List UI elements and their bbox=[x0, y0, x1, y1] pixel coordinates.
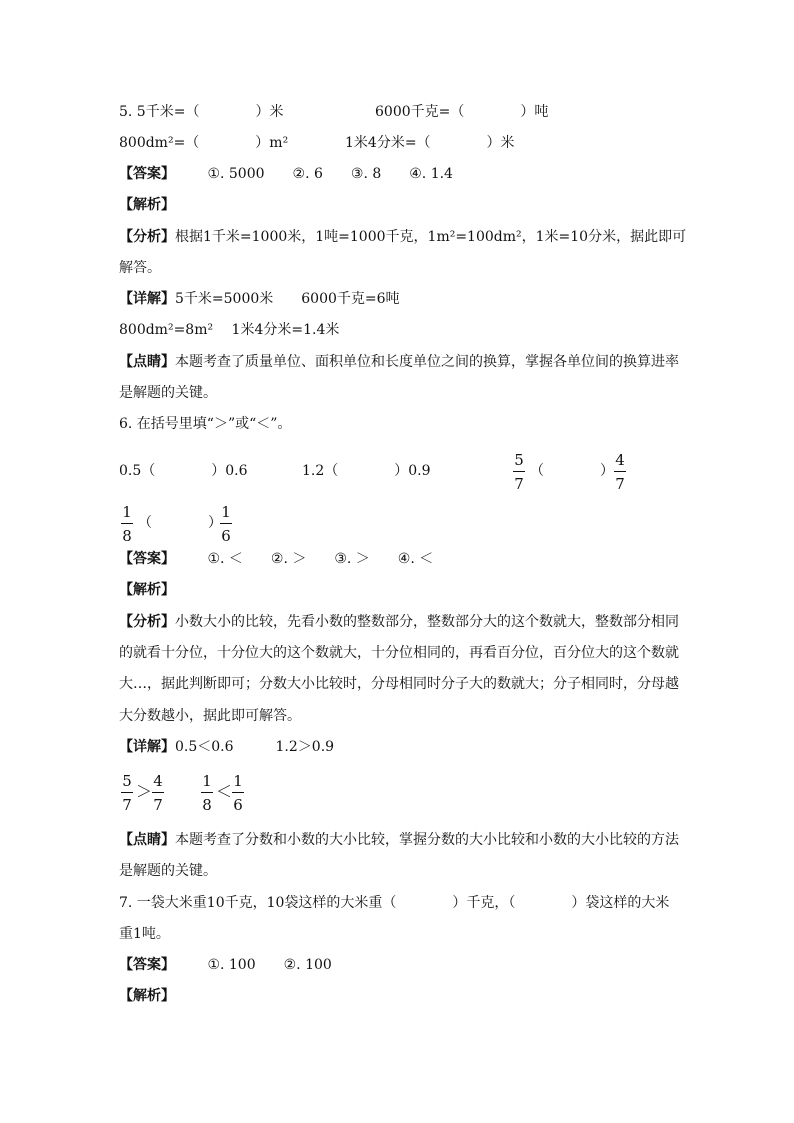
denominator: 7 bbox=[153, 796, 163, 814]
fraction-4-7 bbox=[614, 451, 626, 493]
dianjing-text: 本题考查了质量单位、面积单位和长度单位之间的换算，掌握各单位间的换算进率 bbox=[175, 354, 679, 370]
q5-fenxi-line1 bbox=[119, 227, 686, 247]
denominator: 7 bbox=[615, 475, 625, 493]
q6-row1-b: 1.2（ ）0.9 bbox=[302, 463, 431, 479]
q7-analysis-label: 【解析】 bbox=[119, 988, 175, 1004]
fenxi-text: 根据1千米=1000米，1吨=1000千克，1m²=100dm²，1米=10分米，据此即可 bbox=[175, 229, 687, 245]
answer-label: 【答案】 bbox=[119, 551, 175, 567]
fenxi-text: 小数大小的比较，先看小数的整数部分，整数部分大的这个数就大，整数部分相同 bbox=[175, 614, 679, 630]
xiangjie-label: 【详解】 bbox=[119, 739, 175, 755]
q5-answer bbox=[119, 164, 453, 184]
answer-label: 【答案】 bbox=[119, 957, 175, 973]
dianjing-label: 【点睛】 bbox=[119, 832, 175, 848]
fraction-1-8-result bbox=[201, 772, 213, 814]
answer-text: ①. ＜ ②. ＞ ③. ＞ ④. ＜ bbox=[207, 551, 434, 567]
q6-analysis-label: 【解析】 bbox=[119, 582, 175, 598]
denominator: 8 bbox=[202, 796, 212, 814]
q6-blank-3: （ ） bbox=[530, 463, 614, 479]
numerator: 1 bbox=[122, 503, 132, 521]
q6-title: 6. 在括号里填“＞”或“＜”。 bbox=[119, 416, 292, 432]
q5-row1-left: 5. 5千米=（ ）米 bbox=[119, 104, 284, 120]
fraction-5-7-result bbox=[121, 772, 133, 814]
xiangjie-text: 5千米=5000米 6000千克=6吨 bbox=[175, 291, 400, 307]
q6-dianjing-line2: 是解题的关键。 bbox=[119, 863, 217, 879]
q6-fenxi-line1 bbox=[119, 612, 679, 632]
numerator: 5 bbox=[122, 772, 132, 790]
q5-row1-right: 6000千克=（ ）吨 bbox=[375, 104, 549, 120]
q6-fenxi-line3: 大…，据此判断即可；分数大小比较时，分母相同时分子大的数就大；分子相同时，分母越 bbox=[119, 676, 679, 692]
q6-dianjing-line1 bbox=[119, 830, 679, 850]
denominator: 7 bbox=[514, 475, 524, 493]
denominator: 6 bbox=[233, 796, 243, 814]
q6-answer bbox=[119, 549, 433, 569]
q5-xiangjie-line2: 800dm²=8m² 1米4分米=1.4米 bbox=[119, 322, 340, 338]
fraction-1-8 bbox=[121, 503, 133, 545]
fraction-1-6-result bbox=[232, 772, 244, 814]
answer-label: 【答案】 bbox=[119, 166, 175, 182]
fenxi-label: 【分析】 bbox=[119, 229, 175, 245]
answer-text: ①. 100 ②. 100 bbox=[207, 957, 332, 973]
q5-dianjing-line1 bbox=[119, 352, 679, 372]
q6-fenxi-line4: 大分数越小，据此即可解答。 bbox=[119, 708, 301, 724]
numerator: 5 bbox=[514, 451, 524, 469]
greater-than-symbol: ＞ bbox=[136, 782, 153, 801]
q6-blank-4: （ ） bbox=[138, 515, 222, 531]
numerator: 4 bbox=[153, 772, 163, 790]
q7-line1: 7. 一袋大米重10千克，10袋这样的大米重（ ）千克，（ ）袋这样的大米 bbox=[119, 895, 670, 911]
q6-xiangjie-line1 bbox=[119, 737, 334, 757]
q5-row2-right: 1米4分米=（ ）米 bbox=[345, 135, 515, 151]
denominator: 6 bbox=[221, 527, 231, 545]
numerator: 4 bbox=[615, 451, 625, 469]
q5-xiangjie-line1 bbox=[119, 289, 400, 309]
denominator: 8 bbox=[122, 527, 132, 545]
fraction-1-6 bbox=[220, 503, 232, 545]
xiangjie-text: 0.5＜0.6 1.2＞0.9 bbox=[175, 739, 335, 755]
q6-row1-a: 0.5（ ）0.6 bbox=[119, 463, 248, 479]
numerator: 1 bbox=[233, 772, 243, 790]
numerator: 1 bbox=[221, 503, 231, 521]
q5-dianjing-line2: 是解题的关键。 bbox=[119, 385, 217, 401]
fenxi-label: 【分析】 bbox=[119, 614, 175, 630]
q7-answer bbox=[119, 955, 332, 975]
q5-row2-left: 800dm²=（ ）m² bbox=[119, 135, 289, 151]
dianjing-label: 【点睛】 bbox=[119, 354, 175, 370]
dianjing-text: 本题考查了分数和小数的大小比较，掌握分数的大小比较和小数的大小比较的方法 bbox=[175, 832, 679, 848]
q7-line2: 重1吨。 bbox=[119, 926, 170, 942]
q6-fenxi-line2: 的就看十分位，十分位大的这个数就大，十分位相同的，再看百分位，百分位大的这个数就 bbox=[119, 645, 679, 661]
fraction-5-7 bbox=[513, 451, 525, 493]
q5-analysis-label: 【解析】 bbox=[119, 197, 175, 213]
denominator: 7 bbox=[122, 796, 132, 814]
xiangjie-label: 【详解】 bbox=[119, 291, 175, 307]
numerator: 1 bbox=[202, 772, 212, 790]
answer-text: ①. 5000 ②. 6 ③. 8 ④. 1.4 bbox=[207, 166, 453, 182]
less-than-symbol: ＜ bbox=[216, 782, 233, 801]
q5-fenxi-line2: 解答。 bbox=[119, 260, 161, 276]
fraction-4-7-result bbox=[152, 772, 164, 814]
